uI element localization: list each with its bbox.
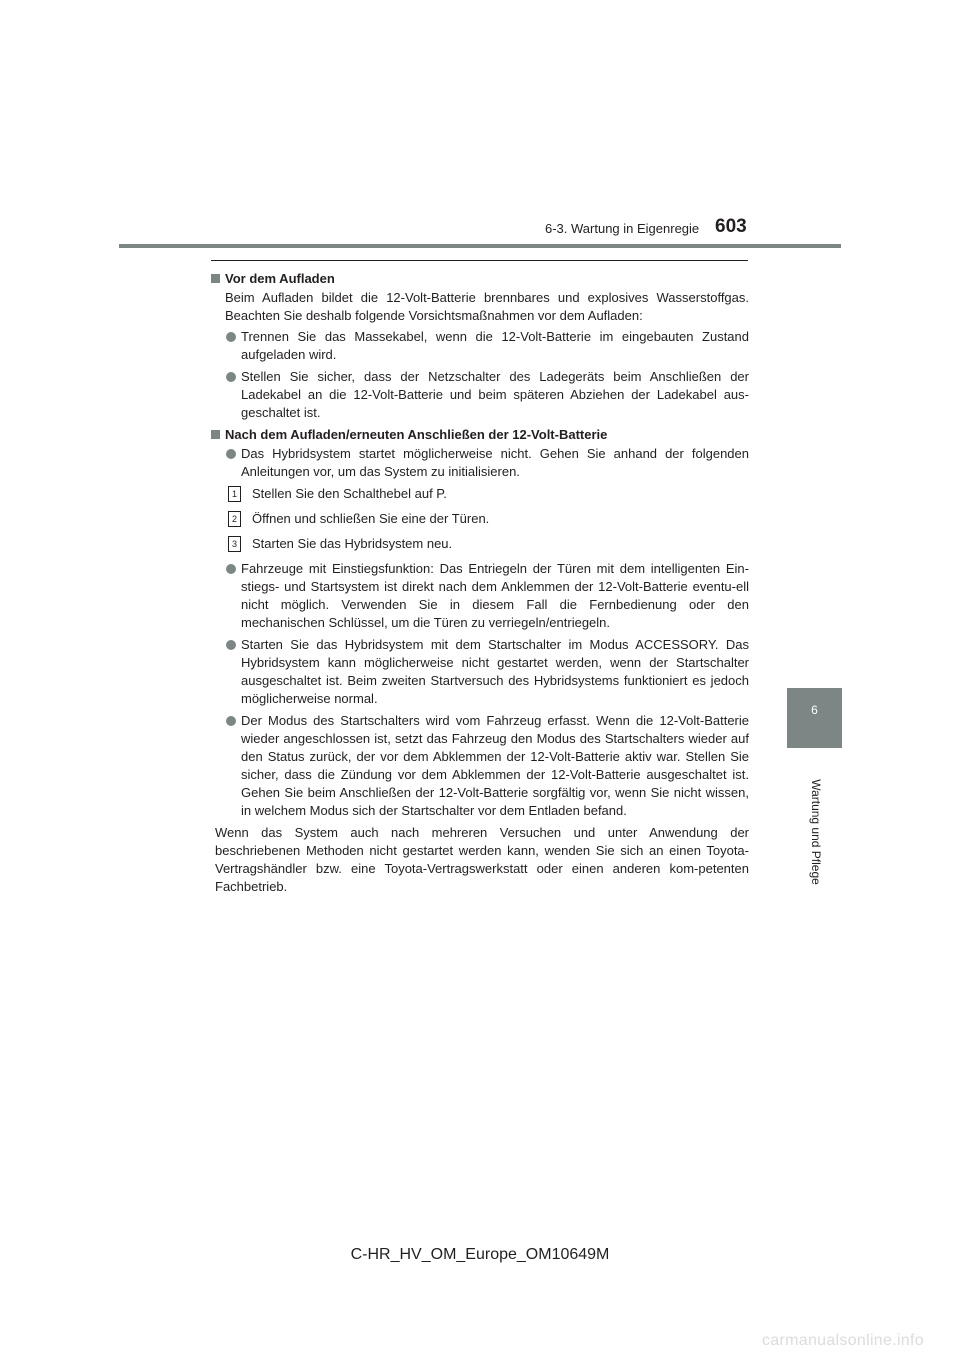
section-heading: Nach dem Aufladen/erneuten Anschließen der 12-Volt-Batterie <box>210 426 749 444</box>
header-rule <box>119 244 841 248</box>
step-number-badge: 2 <box>228 511 241 527</box>
list-item: Stellen Sie sicher, dass der Netzschalter des Ladegeräts beim Anschließen der Ladekabel an die 12-Volt-Batterie und beim späteren Abziehen der Ladekabel aus-geschaltet ist. <box>210 368 749 422</box>
list-item: Trennen Sie das Massekabel, wenn die 12-Volt-Batterie im eingebauten Zustand aufgeladen wird. <box>210 328 749 364</box>
chapter-label: Wartung und Pflege <box>809 779 823 885</box>
document-code: C-HR_HV_OM_Europe_OM10649M <box>350 1246 610 1263</box>
step-item: 2 Öffnen und schließen Sie eine der Türen. <box>210 510 749 528</box>
round-bullet-icon <box>226 640 236 650</box>
step-item: 3 Starten Sie das Hybridsystem neu. <box>210 535 749 553</box>
watermark: carmanualsonline.info <box>762 1332 924 1349</box>
round-bullet-icon <box>226 564 236 574</box>
square-bullet-icon <box>211 430 220 439</box>
list-item: Das Hybridsystem startet möglicherweise nicht. Gehen Sie anhand der folgenden Anleitungen vor, um das System zu initialisieren. <box>210 445 749 481</box>
step-item: 1 Stellen Sie den Schalthebel auf P. <box>210 485 749 503</box>
step-number-badge: 1 <box>228 486 241 502</box>
paragraph: Beim Aufladen bildet die 12-Volt-Batterie brennbares und explosives Wasserstoffgas. Beachten Sie deshalb folgende Vorsichtsmaßnahmen vor dem Aufladen: <box>225 290 749 323</box>
main-content <box>210 268 749 899</box>
chapter-tab <box>787 688 842 748</box>
page-number: 603 <box>715 216 747 237</box>
step-number-badge: 3 <box>228 536 241 552</box>
content-rule <box>211 260 748 261</box>
round-bullet-icon <box>226 332 236 342</box>
round-bullet-icon <box>226 716 236 726</box>
section-title: 6-3. Wartung in Eigenregie <box>545 221 700 236</box>
closing-paragraph: Wenn das System auch nach mehreren Versuchen und unter Anwendung der beschriebenen Methoden nicht gestartet werden kann, wenden Sie sich an einen Toyota-Vertragshändler bzw. eine Toyota-Vertragswerkstatt oder einen anderen kom-petenten Fachbetrieb. <box>215 825 749 894</box>
square-bullet-icon <box>211 274 220 283</box>
list-item: Der Modus des Startschalters wird vom Fahrzeug erfasst. Wenn die 12-Volt-Batterie wieder angeschlossen ist, setzt das Fahrzeug den Modus des Startschalters wieder auf den Status zurück, der vor dem Abklemmen der 12-Volt-Batterie aktiv war. Stellen Sie sicher, dass die Zündung vor dem Abklemmen der 12-Volt-Batterie ausgeschaltet ist. Gehen Sie beim Anschließen der 12-Volt-Batterie sorgfältig vor, wenn Sie nicht wissen, in welchem Modus sich der Startschalter vor dem Entladen befand. <box>210 712 749 820</box>
section-heading: Vor dem Aufladen <box>210 270 749 288</box>
chapter-number: 6 <box>811 703 818 717</box>
round-bullet-icon <box>226 372 236 382</box>
list-item: Fahrzeuge mit Einstiegsfunktion: Das Entriegeln der Türen mit dem intelligenten Ein-stiegs- und Startsystem ist direkt nach dem Anklemmen der 12-Volt-Batterie eventu-ell nicht möglich. Verwenden Sie in diesem Fall die Fernbedienung oder den mechanischen Schlüssel, um die Türen zu verriegeln/entriegeln. <box>210 560 749 632</box>
round-bullet-icon <box>226 449 236 459</box>
list-item: Starten Sie das Hybridsystem mit dem Startschalter im Modus ACCESSORY. Das Hybridsystem kann möglicherweise nicht gestartet werden, wenn der Startschalter ausgeschaltet ist. Beim zweiten Startversuch des Hybridsystems funktioniert es jedoch möglicherweise normal. <box>210 636 749 708</box>
